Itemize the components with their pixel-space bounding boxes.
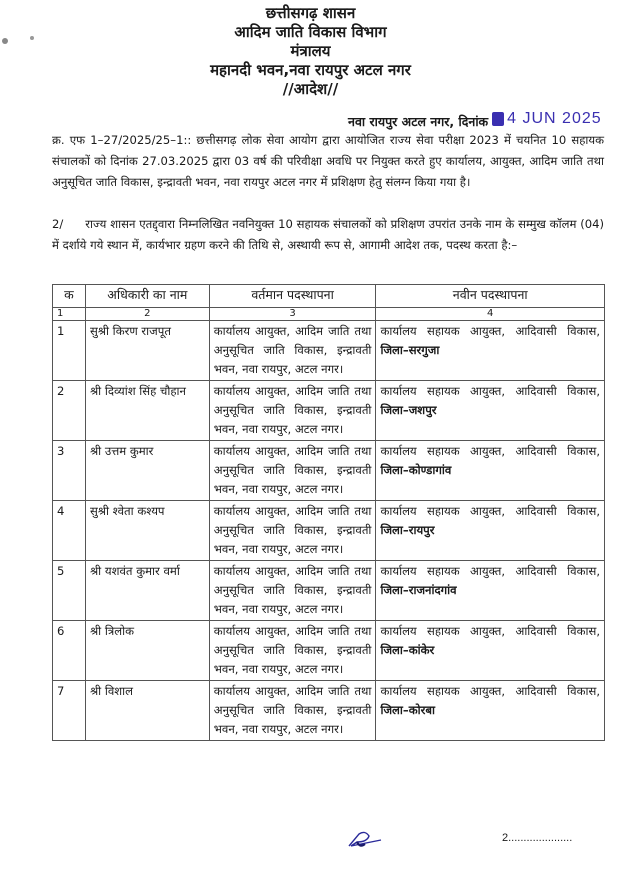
new-posting-district: जिला–कांकेर	[380, 643, 435, 657]
officer-name: श्री दिव्यांश सिंह चौहान	[85, 381, 209, 441]
order-title: //आदेश//	[282, 80, 339, 98]
new-posting	[376, 681, 605, 741]
header-current-posting: वर्तमान पदस्थापना	[209, 285, 376, 308]
header-new-posting: नवीन पदस्थापना	[376, 285, 605, 308]
current-posting: कार्यालय आयुक्त, आदिम जाति तथा अनुसूचित जाति विकास, इन्द्रावती भवन, नवा रायपुर, अटल नगर।	[209, 381, 376, 441]
serial-number: 7	[53, 681, 86, 741]
column-number-row	[53, 308, 605, 321]
serial-number: 4	[53, 501, 86, 561]
new-posting-district: जिला–सरगुजा	[380, 343, 440, 357]
officer-name: श्री विशाल	[85, 681, 209, 741]
header-serial: क	[53, 285, 86, 308]
ministry-label: मंत्रालय	[290, 42, 331, 60]
current-posting: कार्यालय आयुक्त, आदिम जाति तथा अनुसूचित जाति विकास, इन्द्रावती भवन, नवा रायपुर, अटल नगर।	[209, 321, 376, 381]
signature	[345, 828, 385, 854]
new-posting	[376, 621, 605, 681]
column-number: 1	[53, 308, 86, 321]
serial-number: 6	[53, 621, 86, 681]
place-and-date-label: नवा रायपुर अटल नगर, दिनांक	[348, 114, 489, 129]
serial-number: 5	[53, 561, 86, 621]
officer-name: सुश्री श्वेता कश्यप	[85, 501, 209, 561]
current-posting: कार्यालय आयुक्त, आदिम जाति तथा अनुसूचित जाति विकास, इन्द्रावती भवन, नवा रायपुर, अटल नगर।	[209, 441, 376, 501]
address: महानदी भवन,नवा रायपुर अटल नगर	[210, 61, 411, 79]
letterhead	[0, 4, 621, 99]
new-posting	[376, 441, 605, 501]
department-name: आदिम जाति विकास विभाग	[234, 23, 387, 41]
officer-name: श्री उत्तम कुमार	[85, 441, 209, 501]
dateline	[348, 110, 602, 130]
table-row	[53, 381, 605, 441]
table-header-row	[53, 285, 605, 308]
table-row	[53, 441, 605, 501]
new-posting-district: जिला–राजनांदगांव	[380, 583, 457, 597]
new-posting	[376, 501, 605, 561]
table-row	[53, 621, 605, 681]
table-row	[53, 561, 605, 621]
header-officer-name: अधिकारी का नाम	[85, 285, 209, 308]
paragraph-2	[52, 214, 604, 256]
column-number: 2	[85, 308, 209, 321]
current-posting: कार्यालय आयुक्त, आदिम जाति तथा अनुसूचित जाति विकास, इन्द्रावती भवन, नवा रायपुर, अटल नगर।	[209, 561, 376, 621]
serial-number: 1	[53, 321, 86, 381]
table-row	[53, 681, 605, 741]
new-posting-district: जिला–कोरबा	[380, 703, 435, 717]
page-continuation: 2.....................	[502, 832, 573, 844]
new-posting-office: कार्यालय सहायक आयुक्त, आदिवासी विकास,	[380, 444, 600, 458]
table-row	[53, 321, 605, 381]
paragraph-2-text: राज्य शासन एतद्द्वारा निम्नलिखित नवनियुक्त 10 सहायक संचालकों को प्रशिक्षण उपरांत उनके नाम के सम्मुख कॉलम (04) में दर्शाये गये स्थान में, कार्यभार ग्रहण करने की तिथि से, अस्थायी रूप से, आगामी आदेश तक, पदस्थ करता है:–	[52, 217, 604, 252]
new-posting-office: कार्यालय सहायक आयुक्त, आदिवासी विकास,	[380, 384, 600, 398]
new-posting-office: कार्यालय सहायक आयुक्त, आदिवासी विकास,	[380, 504, 600, 518]
paragraph-1: क्र. एफ 1–27/2025/25–1:: छत्तीसगढ़ लोक सेवा आयोग द्वारा आयोजित राज्य सेवा परीक्षा 2023 में चयनित 10 सहायक संचालकों को दिनांक 27.03.2025 द्वारा 03 वर्ष की परिवीक्षा अवधि पर नियुक्त करते हुए कार्यालय, आयुक्त, आदिम जाति तथा अनुसूचित जाति विकास, इन्द्रावती भवन, नवा रायपुर अटल नगर में प्रशिक्षण हेतु संलग्न किया गया है।	[52, 133, 604, 189]
current-posting: कार्यालय आयुक्त, आदिम जाति तथा अनुसूचित जाति विकास, इन्द्रावती भवन, नवा रायपुर, अटल नगर।	[209, 621, 376, 681]
table-row	[53, 501, 605, 561]
new-posting-office: कार्यालय सहायक आयुक्त, आदिवासी विकास,	[380, 324, 600, 338]
posting-table	[52, 284, 605, 741]
serial-number: 2	[53, 381, 86, 441]
new-posting-district: जिला–जशपुर	[380, 403, 437, 417]
serial-number: 3	[53, 441, 86, 501]
officer-name: श्री यशवंत कुमार वर्मा	[85, 561, 209, 621]
new-posting	[376, 381, 605, 441]
column-number: 4	[376, 308, 605, 321]
current-posting: कार्यालय आयुक्त, आदिम जाति तथा अनुसूचित जाति विकास, इन्द्रावती भवन, नवा रायपुर, अटल नगर।	[209, 501, 376, 561]
officer-name: सुश्री किरण राजपूत	[85, 321, 209, 381]
stamp-date: 4 JUN 2025	[507, 110, 602, 127]
signature-scribble-icon	[345, 828, 385, 850]
current-posting: कार्यालय आयुक्त, आदिम जाति तथा अनुसूचित जाति विकास, इन्द्रावती भवन, नवा रायपुर, अटल नगर।	[209, 681, 376, 741]
government-name: छत्तीसगढ़ शासन	[265, 4, 356, 22]
new-posting-district: जिला–रायपुर	[380, 523, 435, 537]
new-posting-office: कार्यालय सहायक आयुक्त, आदिवासी विकास,	[380, 564, 600, 578]
stamp-ink-blot	[492, 112, 504, 126]
new-posting-office: कार्यालय सहायक आयुक्त, आदिवासी विकास,	[380, 684, 600, 698]
new-posting	[376, 321, 605, 381]
new-posting-district: जिला–कोण्डागांव	[380, 463, 452, 477]
new-posting	[376, 561, 605, 621]
officer-name: श्री त्रिलोक	[85, 621, 209, 681]
date-stamp	[492, 110, 602, 128]
paragraph-number: 2/	[52, 217, 64, 231]
column-number: 3	[209, 308, 376, 321]
new-posting-office: कार्यालय सहायक आयुक्त, आदिवासी विकास,	[380, 624, 600, 638]
